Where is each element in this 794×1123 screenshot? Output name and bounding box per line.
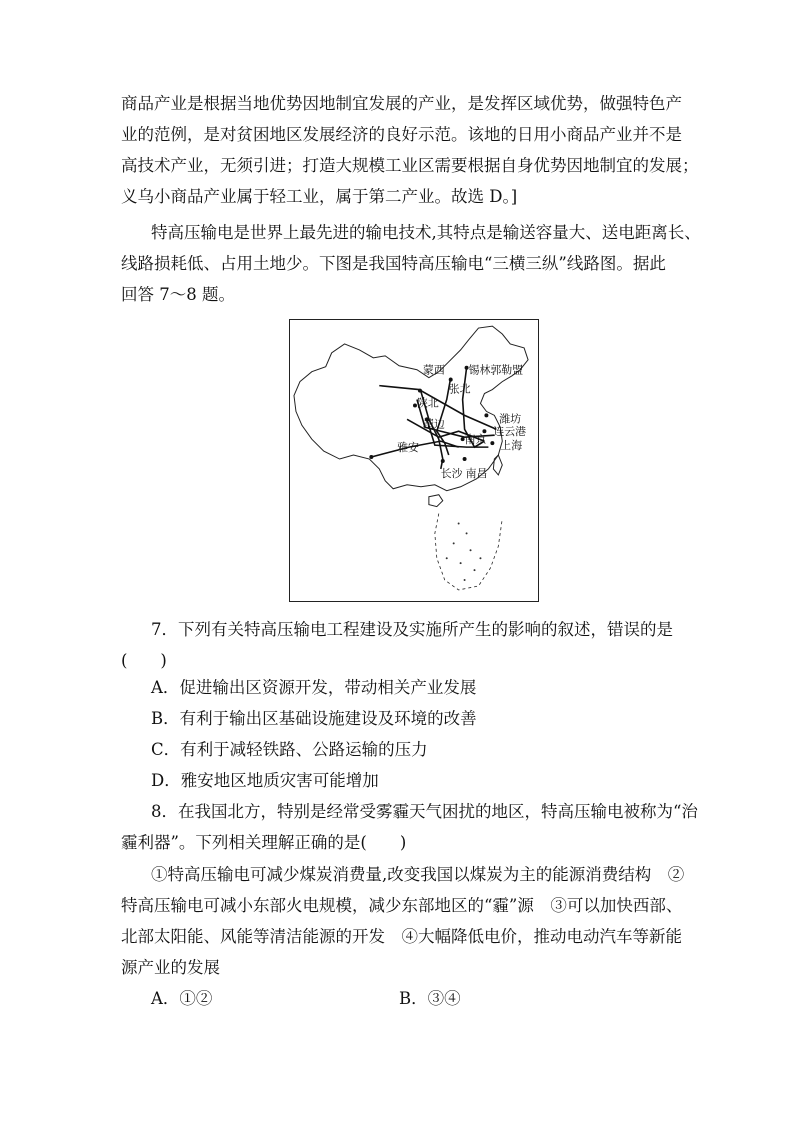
hainan-outline: [429, 495, 443, 507]
text-line: 特高压输电是世界上最先进的输电技术,其特点是输送容量大、送电距离长、: [151, 223, 701, 242]
city-label-weifang: 潍坊: [499, 412, 522, 426]
text-line: 商品产业是根据当地优势因地制宜发展的产业，是发挥区域优势，做强特色产: [121, 94, 682, 113]
text-line: 义乌小商品产业属于轻工业，属于第二产业。故选 D。]: [121, 187, 518, 206]
city-label-nanjing: 南京: [464, 433, 487, 447]
city-label-changsha: 长沙: [440, 466, 463, 480]
text-line: 高技术产业，无须引进；打造大规模工业区需要根据自身优势因地制宜的发展；: [121, 156, 699, 175]
city-label-mengxi: 蒙西: [422, 363, 445, 377]
city-label-nanchang: 南昌: [465, 466, 488, 480]
question-stem: 霾利器”。下列相关理解正确的是( ): [121, 833, 407, 852]
statement-line: ①特高压输电可减少煤炭消费量,改变我国以煤炭为主的能源消费结构 ②: [151, 865, 685, 884]
option-a: A．促进输出区资源开发，带动相关产业发展: [151, 678, 477, 697]
option-a: A．①②: [151, 989, 213, 1008]
option-c: C．有利于减轻铁路、公路运输的压力: [151, 740, 428, 759]
statement-line: 北部太阳能、风能等清洁能源的开发 ④大幅降低电价，推动电动汽车等新能: [121, 927, 682, 946]
option-b: B．有利于输出区基础设施建设及环境的改善: [151, 709, 477, 728]
text-line: 回答 7～8 题。: [121, 285, 235, 304]
text-line: 线路损耗低、占用土地少。下图是我国特高压输电“三横三纵”线路图。据此: [121, 254, 666, 273]
china-outline: [294, 326, 528, 491]
city-label-yaan: 雅安: [397, 441, 419, 455]
statement-line: 特高压输电可减小东部火电规模，减少东部地区的“霾”源 ③可以加快西部、: [121, 896, 683, 915]
city-label-shanbei: 陕北: [416, 396, 439, 410]
city-label-shanghai: 上海: [500, 439, 523, 453]
china-map-svg: [290, 320, 538, 601]
south-sea-islands: [446, 523, 482, 582]
city-label-zhangbei: 张北: [448, 382, 471, 396]
question-stem: 8．在我国北方，特别是经常受雾霾天气困扰的地区，特高压输电被称为“治: [151, 802, 698, 821]
statement-line: 源产业的发展: [121, 958, 220, 977]
text-line: 业的范例，是对贫困地区发展经济的良好示范。该地的日用小商品产业并不是: [121, 125, 682, 144]
south-sea-border: [435, 514, 502, 590]
option-b: B．③④: [399, 989, 461, 1008]
transmission-map: [289, 319, 539, 602]
city-label-jingbian: 靖边: [422, 417, 445, 431]
city-label-lianyungang: 连云港: [493, 425, 527, 439]
city-label-xilin: 锡林郭勒盟: [468, 363, 524, 377]
city-dots: [369, 366, 494, 463]
question-stem: 7．下列有关特高压输电工程建设及实施所产生的影响的叙述，错误的是: [151, 620, 673, 639]
option-d: D．雅安地区地质灾害可能增加: [151, 771, 379, 790]
taiwan-outline: [493, 455, 502, 475]
answer-blank: ( ): [121, 651, 167, 670]
